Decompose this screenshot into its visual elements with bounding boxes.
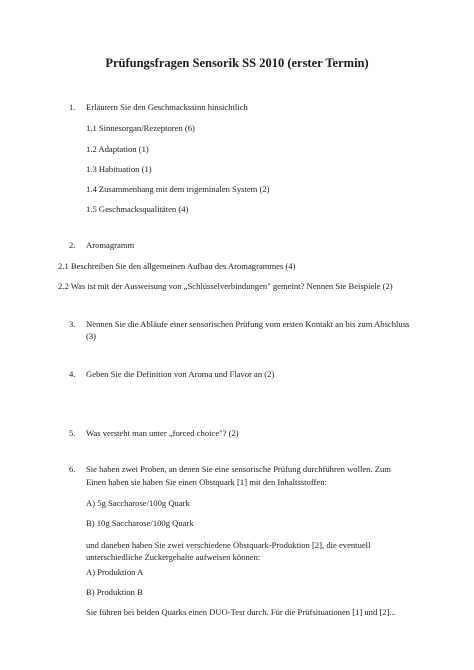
- question-3-line-2: (3): [86, 331, 97, 341]
- question-1-text: Erläutern Sie den Geschmackssinn hinsichtlich: [86, 102, 248, 112]
- question-1-subitem: 1.4 Zusammenhang mit dem trigeminalen System (2): [86, 184, 270, 194]
- question-6-production-b: B) Produktion B: [86, 587, 143, 597]
- question-3-line-1: Nennen Sie die Abläufe einer sensorischen Prüfung vom ersten Kontakt an bis zum Abschluss: [86, 319, 410, 329]
- question-2-sub-1: 2.1 Beschreiben Sie den allgemeinen Aufbau des Aromagrammes (4): [58, 261, 296, 271]
- question-6-number: 6.: [69, 464, 76, 474]
- question-6-option-a: A) 5g Saccharose/100g Quark: [86, 498, 190, 508]
- question-2-number: 2.: [69, 240, 76, 250]
- question-2-sub-2: 2.2 Was ist mit der Ausweisung von „Schlüsselverbindungen" gemeint? Nennen Sie Beispiele (2): [58, 281, 393, 291]
- question-1-subitem: 1.1 Sinnesorgan/Rezeptoren (6): [86, 123, 195, 133]
- question-6-last-line: Sie führen bei beiden Quarks einen DUO-Test durch. Für die Prüfsituationen [1] und [2]...: [86, 607, 396, 617]
- question-1-subitem: 1.5 Geschmacksqualitäten (4): [86, 204, 189, 214]
- question-5-text: Was versteht man unter „forced choice"? (2): [86, 428, 239, 438]
- question-5-number: 5.: [69, 428, 76, 438]
- question-1-subitem: 1.3 Habituation (1): [86, 164, 152, 174]
- question-6-option-b: B) 10g Saccharose/100g Quark: [86, 518, 194, 528]
- question-6-line-1: Sie haben zwei Proben, an denen Sie eine sensorische Prüfung durchführen wollen. Zum: [86, 464, 391, 474]
- question-6-paragraph-line-2: unterschiedliche Zuckergehalte aufweisen können:: [86, 552, 261, 562]
- question-6-paragraph-line-1: und daneben haben Sie zwei verschiedene Obstquark-Produktion [2], die eventuell: [86, 540, 371, 550]
- question-3-number: 3.: [69, 319, 76, 329]
- question-4-text: Geben Sie die Definition von Aroma und Flavor an (2): [86, 369, 275, 379]
- question-4-number: 4.: [69, 369, 76, 379]
- question-6-line-2: Einen haben sie haben Sie einen Obstquark [1] mit den Inhaltsstoffen:: [86, 477, 327, 487]
- question-1-subitem: 1.2 Adaptation (1): [86, 144, 149, 154]
- question-1-number: 1.: [69, 102, 76, 112]
- question-6-production-a: A) Produktion A: [86, 567, 144, 577]
- document-title: Prüfungsfragen Sensorik SS 2010 (erster Termin): [105, 56, 369, 70]
- question-2-text: Aromagramm: [86, 240, 135, 250]
